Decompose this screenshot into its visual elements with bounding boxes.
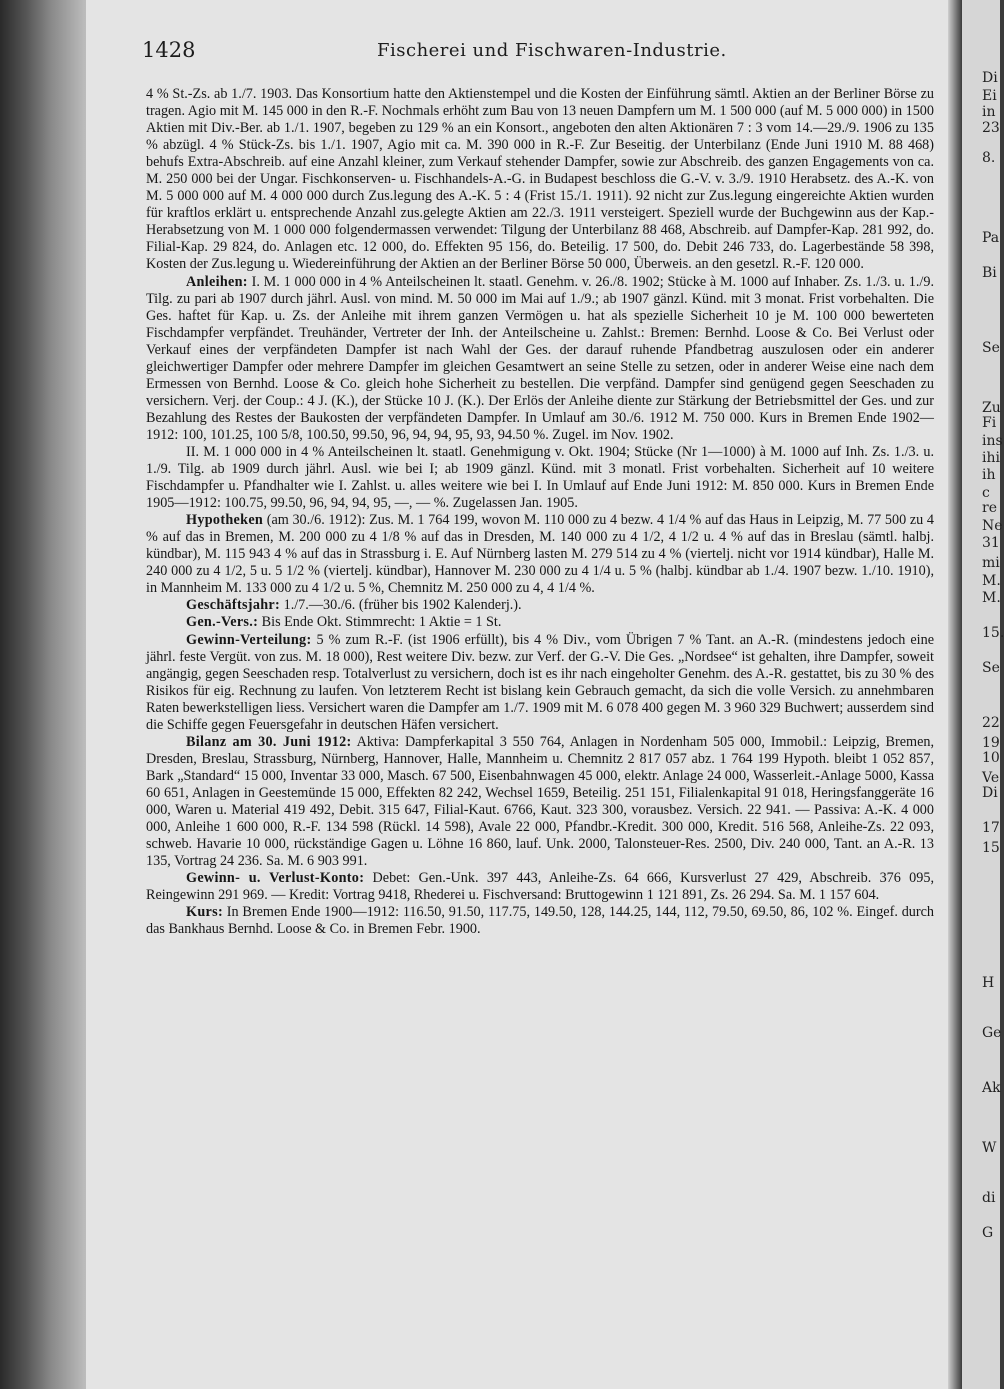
adjacent-page-fragment: W	[982, 1140, 997, 1156]
paragraph-label: Gewinn-Verteilung:	[186, 631, 312, 648]
paragraph-text: 5 % zum R.-F. (ist 1906 erfüllt), bis 4 % Div., vom Übrigen 7 % Tant. an A.-R. (mindestens jedoch eine jährl. feste Vergüt. von zus. M. 18 000), Rest weitere Div. bezw. zur Verf. der G.-V. Die Ges. „Nordsee“ ist gehalten, ihre Dampfer, soweit angängig, gegen Seeschaden resp. Totalverlust zu versichern, doch ist es ihr nach eingeholter Genehm. des A.-R. gestattet, bis zu 30 % des Risikos für eig. Rechnung zu laufen. Von letzterem Recht ist bislang kein Gebrauch gemacht, da sich die volle Versich. zu annehmbaren Raten bewerkstelligen liess. Versichert waren die Dampfer am 1./7. 1909 mit M. 6 078 400 gegen M. 3 960 329 Buchwert; ausserdem sind die Schiffe gegen Feuersgefahr in deutschen Häfen versichert.	[146, 631, 934, 733]
adjacent-page-fragment: Di	[982, 785, 998, 801]
adjacent-page-fragment: Fi	[982, 415, 997, 431]
running-head	[142, 38, 928, 64]
adjacent-page-fragment: Zu	[982, 400, 1001, 416]
body-text	[146, 86, 934, 938]
paragraph	[146, 904, 934, 938]
adjacent-page-fragment: M.	[982, 573, 1001, 589]
paragraph-text: (am 30./6. 1912): Zus. M. 1 764 199, wovon M. 110 000 zu 4 bezw. 4 1/4 % auf das Haus in Leipzig, M. 77 500 zu 4 % auf das in Bremen, M. 200 000 zu 4 1/8 % auf das in Dresden, M. 140 000 zu 4 1/2, 4 1/2 u. 4 % auf das in Breslau (sämtl. halbj. kündbar), M. 115 943 4 % auf das in Strassburg i. E. Auf Nürnberg lasten M. 279 514 zu 4 % (viertelj. nicht vor 1914 kündbar), Halle M. 240 000 zu 4 1/2, 5 u. 5 1/2 % (viertelj. kündbar), Hannover M. 230 000 zu 4 1/4 u. 5 % (halbj. kündbar ab 1./4. 1907 bezw. 1./10. 1910), in Mannheim M. 133 000 zu 4 1/2 u. 5 %, Chemnitz M. 250 000 zu 4, 4 1/4 %.	[146, 512, 934, 597]
adjacent-page-fragment: 10	[982, 750, 1000, 766]
running-head-title: Fischerei und Fischwaren-Industrie.	[377, 40, 727, 61]
paragraph-label: Gen.-Vers.:	[186, 614, 259, 631]
adjacent-page-fragment: in	[982, 104, 996, 120]
adjacent-page-fragment: Se	[982, 340, 1000, 356]
paragraph-text: 1./7.—30./6. (früher bis 1902 Kalenderj.).	[280, 597, 522, 614]
paragraph	[146, 512, 934, 597]
adjacent-page-fragment: re	[982, 500, 997, 516]
paragraph	[146, 86, 934, 274]
adjacent-page-fragment: M.	[982, 590, 1001, 606]
paragraph-label: Bilanz am 30. Juni 1912:	[186, 733, 352, 750]
paragraph	[146, 597, 934, 614]
adjacent-page-fragment: Ei	[982, 88, 997, 104]
page-number: 1428	[142, 38, 196, 62]
document-page	[86, 0, 948, 1389]
adjacent-page-fragment: Pa	[982, 230, 1000, 246]
paragraph	[146, 614, 934, 631]
paragraph	[146, 632, 934, 734]
paragraph-text: In Bremen Ende 1900—1912: 116.50, 91.50, 117.75, 149.50, 128, 144.25, 144, 112, 79.50, 69.50, 86, 102 %. Eingef. durch das Bankhaus Bernhd. Loose & Co. in Bremen Febr. 1900.	[146, 904, 934, 938]
adjacent-page-edge	[962, 0, 1004, 1389]
adjacent-page-fragment: Bi	[982, 265, 997, 281]
adjacent-page-fragment: 15.	[982, 625, 1004, 641]
paragraph	[146, 870, 934, 904]
adjacent-page-fragment: 19	[982, 735, 1000, 751]
paragraph-text: Aktiva: Dampferkapital 3 550 764, Anlagen in Nordenham 505 000, Immobil.: Leipzig, Bremen, Dresden, Breslau, Strassburg, Nürnberg, Hannover, Halle, Mannheim u. Chemnitz 2 817 057 abz. 1 764 199 Hypoth. bleibt 1 052 857, Bark „Standard“ 15 000, Inventar 33 000, Masch. 67 500, Eisenbahnwagen 45 000, elektr. Anlage 24 000, Wasserleit.-Anlage 5000, Kassa 60 651, Anlagen in Geestemünde 15 000, Effekten 82 242, Wechsel 1659, Beteilig. 251 151, Filialenkapital 91 018, Heringsfanggeräte 16 000, Waren u. Material 419 492, Debit. 315 647, Filial-Kaut. 6766, Kaut. 323 300, vorausbez. Versich. 22 941. — Passiva: A.-K. 4 000 000, Anleihe 1 600 000, R.-F. 134 598 (Rückl. 14 598), Avale 22 000, Pfandbr.-Kredit. 300 000, Kredit. 516 568, Anleihe-Zs. 22 093, schweb. Havarie 10 000, rückständige Gagen u. Löhne 16 860, lauf. Unk. 2000, Talonsteuer-Res. 2500, Div. 240 000, Tant. an A.-R. 13 135, Vortrag 24 236. Sa. M. 6 903 991.	[146, 733, 935, 870]
adjacent-page-fragment: Ve	[982, 770, 1000, 786]
adjacent-page-fragment: ins	[982, 433, 1003, 449]
adjacent-page-fragment: c	[982, 485, 990, 501]
paragraph-label: Anleihen:	[186, 273, 248, 290]
paragraph-text: Debet: Gen.-Unk. 397 443, Anleihe-Zs. 64 666, Kursverlust 27 429, Abschreib. 376 095, Reingewinn 291 969. — Kredit: Vortrag 9418, Rhederei u. Fischversand: Bruttogewinn 1 121 891, Zs. 26 294. Sa. M. 1 157 604.	[146, 870, 934, 904]
adjacent-page-fragment: H	[982, 975, 995, 991]
adjacent-page-fragment: ih	[982, 467, 996, 483]
adjacent-page-fragment: 23	[982, 120, 1000, 136]
adjacent-page-fragment: 17	[982, 820, 1000, 836]
adjacent-page-fragment: mi	[982, 555, 1000, 571]
paragraph-label: Gewinn- u. Verlust-Konto:	[186, 870, 365, 887]
adjacent-page-fragment: Ge	[982, 1025, 1002, 1041]
adjacent-page-fragment: 31	[982, 535, 1000, 551]
paragraph-text: II. M. 1 000 000 in 4 % Anteilscheinen lt. staatl. Genehmigung v. Okt. 1904; Stücke (Nr 1—1000) à M. 1000 auf Inh. Zs. 1./3. u. 1./9. Tilg. ab 1909 durch jährl. Ausl. wie bei I; ab 1909 gänzl. Künd. mit 3 monatl. Frist vorbehalten. Sicherheit auf 10 weitere Fischdampfer u. Pfandhalter wie I. Zahlst. u. alles weitere wie bei I. In Umlauf auf Ende Juni 1912: M. 850 000. Kurs in Bremen Ende 1905—1912: 100.75, 99.50, 96, 94, 94, 95, —, — %. Zugelassen Jan. 1905.	[146, 443, 934, 512]
adjacent-page-fragment: Ak	[982, 1080, 1001, 1096]
adjacent-page-fragment: G	[982, 1225, 994, 1241]
adjacent-page-fragment: 22	[982, 715, 1000, 731]
paragraph-text: I. M. 1 000 000 in 4 % Anteilscheinen lt. staatl. Genehm. v. 26./8. 1902; Stücke à M. 1000 auf Inhaber. Zs. 1./3. u. 1./9. Tilg. zu pari ab 1907 durch jährl. Ausl. von mind. M. 50 000 im Mai auf 1./9.; ab 1907 gänzl. Künd. mit 3 monat. Frist vorbehalten. Die Ges. haftet für Kap. u. Zs. der Anleihe mit ihrem ganzen Vermögen u. hat als spezielle Sicherheit 10 je M. 100 000 bewerteten Fischdampfer verpfändet. Treuhänder, Vertreter der Inh. der Anteilscheine u. Zahlst.: Bremen: Bernhd. Loose & Co. Bei Verlust oder Verkauf eines der verpfändeten Dampfer ist nach Wahl der Ges. der darauf ruhende Pfandbetrag auszulosen oder ein anderer gleichwertiger Dampfer oder mehrere Dampfer im gleichen Gesamtwert an seine Stelle zu setzen, oder in anderer Weise eine nach dem Ermessen von Bernhd. Loose & Co. gleich hohe Sicherheit zu bestellen. Die verpfänd. Dampfer sind genügend gegen Seeschaden zu versichern. Verj. der Coup.: 4 J. (K.), der Stücke 10 J. (K.). Der Erlös der Anleihe diente zur Stärkung der Betriebsmittel der Ges. und zur Bezahlung des Restes der Baukosten der verpfändeten Dampfer. In Umlauf am 30./6. 1912 M. 750 000. Kurs in Bremen Ende 1902—1912: 100, 101.25, 100 5/8, 100.50, 99.50, 96, 94, 94, 95, 93, 94.50 %. Zugel. im Nov. 1902.	[146, 273, 934, 443]
paragraph	[146, 734, 934, 870]
adjacent-page-fragment: 8.	[982, 150, 996, 166]
adjacent-page-fragment: ihi	[982, 450, 1000, 466]
adjacent-page-fragment: Se	[982, 660, 1000, 676]
paragraph-text: Bis Ende Okt. Stimmrecht: 1 Aktie = 1 St.	[258, 614, 502, 631]
left-gutter-shadow	[0, 0, 86, 1389]
paragraph	[146, 444, 934, 512]
adjacent-page-fragment: 15	[982, 840, 1000, 856]
paragraph-label: Kurs:	[186, 904, 223, 921]
paragraph	[146, 274, 934, 444]
adjacent-page-fragment: di	[982, 1190, 996, 1206]
paragraph-text: 4 % St.-Zs. ab 1./7. 1903. Das Konsortium hatte den Aktienstempel und die Kosten der Einführung sämtl. Aktien an der Berliner Börse zu tragen. Agio mit M. 145 000 in den R.-F. Nochmals erhöht zum Bau von 13 neuen Dampfern um M. 1 500 000 (auf M. 5 000 000) in 1500 Aktien mit Div.-Ber. ab 1./1. 1907, begeben zu 129 % an ein Konsort., angeboten den alten Aktionären 7 : 3 vom 14.—29./9. 1906 zu 135 % abzügl. 4 % Stück-Zs. bis 1./1. 1907, Agio mit ca. M. 390 000 in R.-F. Zur Beseitig. der Unterbilanz (Ende Juni 1910 M. 88 468) behufs Extra-Abschreib. auf eine Anzahl kleiner, zum Verkauf stehender Dampfer, sowie zur Abschreib. des ganzen Engagements von ca. M. 250 000 bei der Ungar. Fischkonserven- u. Fischhandels-A.-G. in Budapest beschloss die G.-V. v. 3./9. 1910 Herabsetz. des A.-K. von M. 5 000 000 auf M. 4 000 000 durch Zus.legung des A.-K. 5 : 4 (Frist 15./1. 1911). 92 nicht zur Zus.legung eingereichte Aktien wurden für kraftlos erklärt u. entsprechende Anzahl zus.gelegte Aktien am 22./3. 1911 versteigert. Speziell wurde der Buchgewinn aus der Kap.-Herabsetzung von M. 1 000 000 folgendermassen verwendet: Tilgung der Unterbilanz 88 468, Abschreib. auf Dampfer-Kap. 281 992, do. Filial-Kap. 29 824, do. Anlagen etc. 12 000, do. Effekten 95 156, do. Beteilig. 17 500, do. Debit 246 733, do. Lagerbestände 58 398, Kosten der Zus.legung u. Wiedereinführung der Aktien an der Berliner Börse 50 000, Überweis. an den gesetzl. R.-F. 120 000.	[146, 86, 934, 273]
paragraph-label: Geschäftsjahr:	[186, 597, 281, 614]
adjacent-page-fragment: Di	[982, 70, 998, 86]
right-gutter-shadow	[948, 0, 962, 1389]
adjacent-page-fragment: Ne	[982, 518, 1003, 534]
paragraph-label: Hypotheken	[186, 512, 264, 529]
